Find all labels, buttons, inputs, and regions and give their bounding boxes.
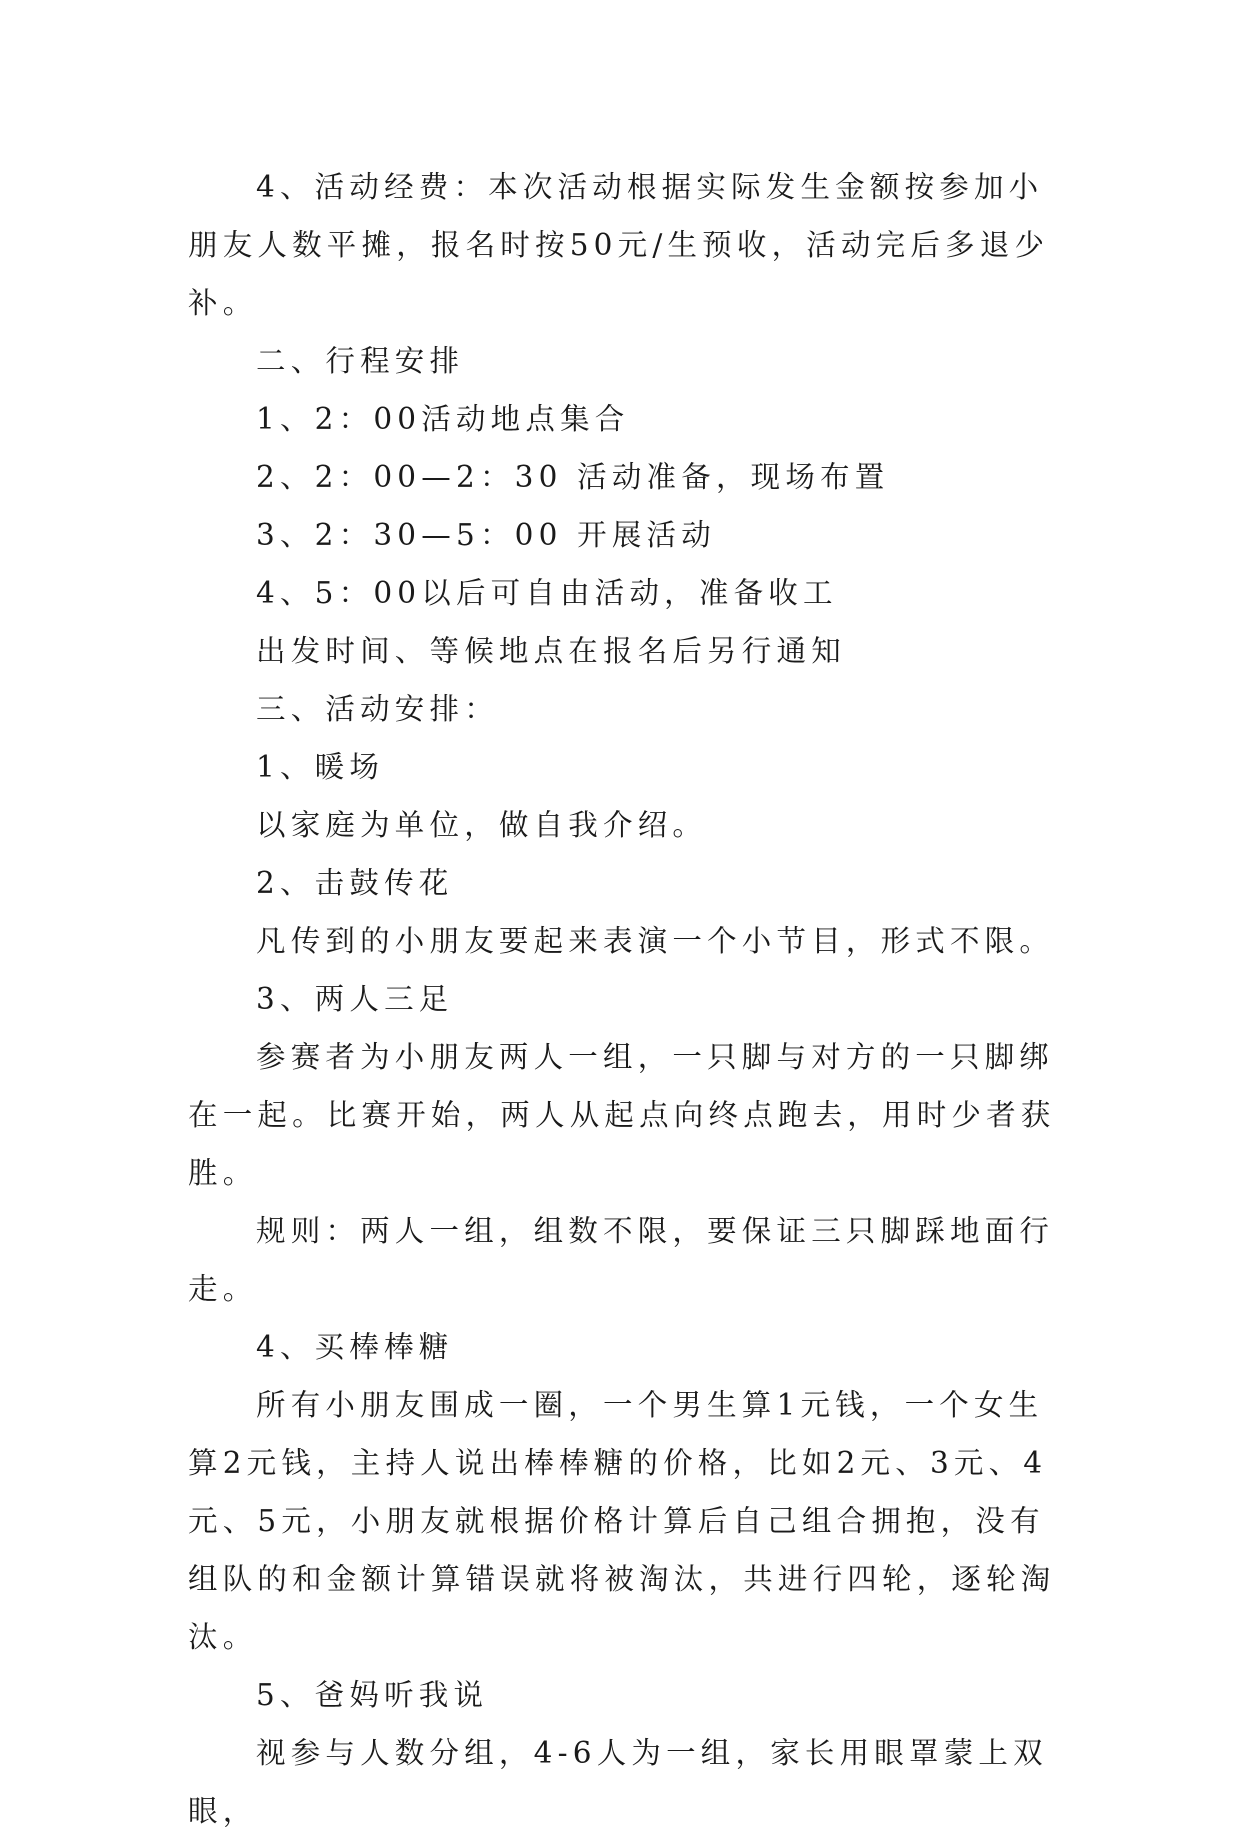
activity-title-drum: 2、击鼓传花 (256, 866, 454, 900)
document-body (188, 158, 1070, 1840)
itinerary-item-4: 4、5：00以后可自由活动，准备收工 (256, 576, 838, 610)
activity-title-three-legged: 3、两人三足 (256, 982, 454, 1016)
heading-activities: 三、活动安排： (256, 692, 499, 726)
itinerary-note: 出发时间、等候地点在报名后另行通知 (256, 634, 846, 668)
activity-desc-lollipop: 所有小朋友围成一圈，一个男生算1元钱，一个女生算2元钱，主持人说出棒棒糖的价格，比如2元、3元、4元、5元，小朋友就根据价格计算后自己组合拥抱，没有组队的和金额计算错误就将被淘汰，共进行四轮，逐轮淘汰。 (188, 1388, 1056, 1654)
heading-itinerary: 二、行程安排 (256, 344, 465, 378)
activity-title-listen: 5、爸妈听我说 (256, 1678, 489, 1712)
itinerary-item-2: 2、2：00—2：30 活动准备，现场布置 (256, 460, 890, 494)
activity-desc-three-legged: 参赛者为小朋友两人一组，一只脚与对方的一只脚绑在一起。比赛开始，两人从起点向终点跑去，用时少者获胜。 (188, 1040, 1056, 1190)
itinerary-item-3: 3、2：30—5：00 开展活动 (256, 518, 716, 552)
activity-title-warmup: 1、暖场 (256, 750, 385, 784)
paragraph-activity-fee: 4、活动经费：本次活动根据实际发生金额按参加小朋友人数平摊，报名时按50元/生预收，活动完后多退少补。 (188, 170, 1050, 320)
activity-desc-listen: 视参与人数分组，4-6人为一组，家长用眼罩蒙上双眼， (188, 1736, 1048, 1828)
activity-title-lollipop: 4、买棒棒糖 (256, 1330, 454, 1364)
activity-desc-drum: 凡传到的小朋友要起来表演一个小节目，形式不限。 (256, 924, 1055, 958)
activity-desc-warmup: 以家庭为单位，做自我介绍。 (256, 808, 708, 842)
itinerary-item-1: 1、2：00活动地点集合 (256, 402, 630, 436)
activity-rule-three-legged: 规则：两人一组，组数不限，要保证三只脚踩地面行走。 (188, 1214, 1055, 1306)
